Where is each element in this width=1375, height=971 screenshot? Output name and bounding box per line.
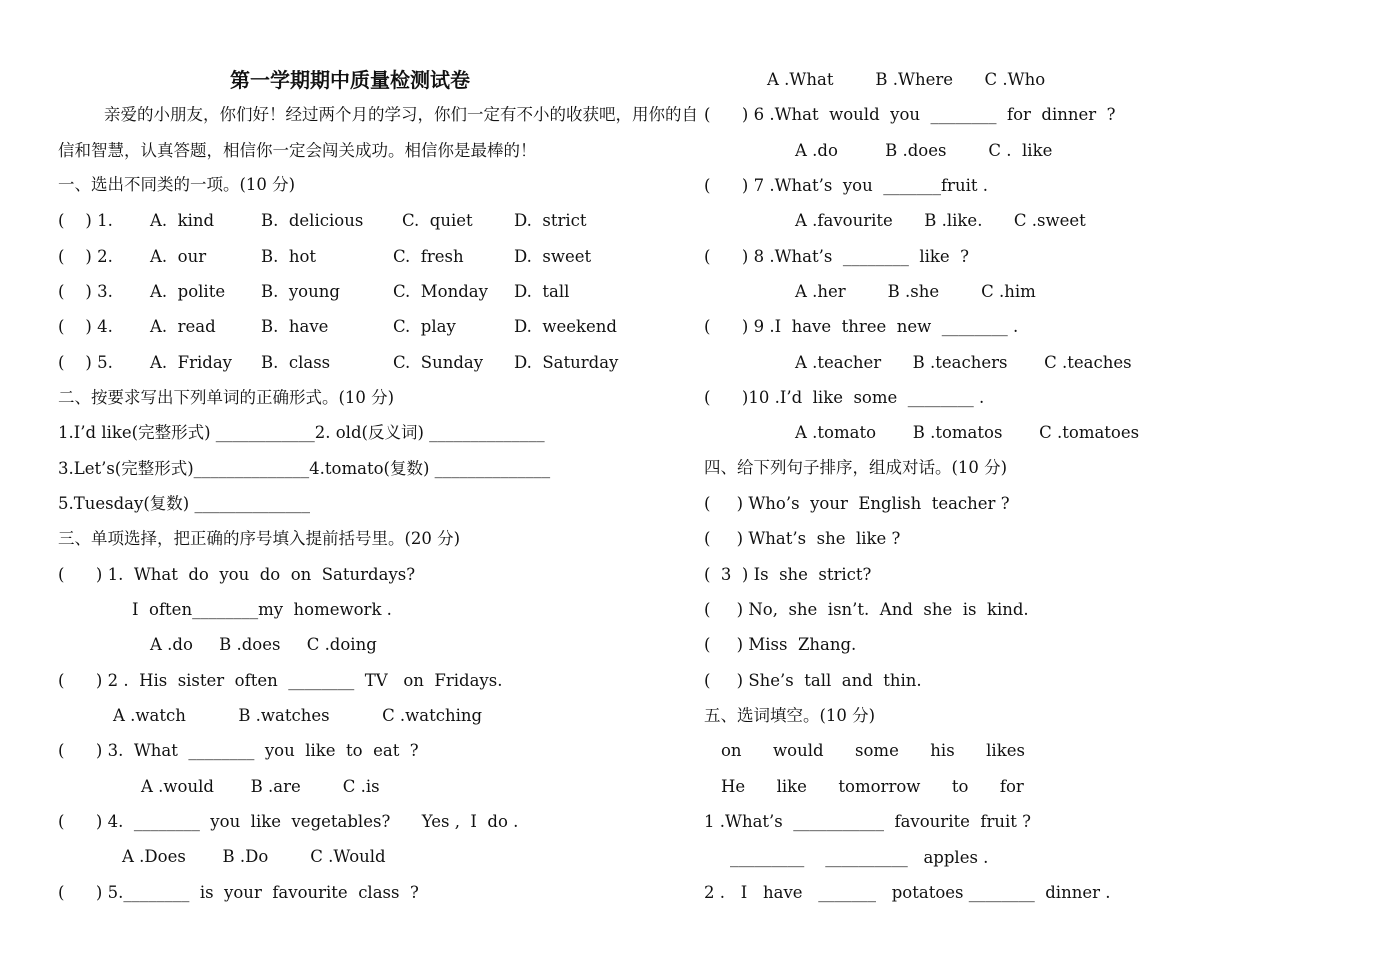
- q1-options: A .do B .does C .doing: [150, 635, 377, 654]
- q3-options: A .would B .are C .is: [141, 777, 380, 796]
- q2: ( ) 2 . His sister often ________ TV on Fridays.: [58, 671, 503, 690]
- q6: ( ) 6 .What would you ________ for dinner ?: [704, 105, 1116, 124]
- fill-sentence-1-line-2: _________ __________ apples .: [730, 848, 989, 867]
- q1: ( ) 1. What do you do on Saturdays?: [58, 565, 416, 584]
- option-b: B. have: [261, 317, 329, 336]
- option-b: B. hot: [261, 247, 317, 266]
- option-d: D. tall: [514, 282, 570, 301]
- word-bank-row-1: on would some his likes: [721, 741, 1025, 760]
- part5-heading: 五、选词填空。(10 分): [704, 706, 876, 725]
- q10-options: A .tomato B .tomatos C .tomatoes: [795, 423, 1140, 442]
- q5-options: A .What B .Where C .Who: [767, 70, 1046, 89]
- fill-sentence-1: 1 .What’s ___________ favourite fruit ?: [704, 812, 1031, 831]
- part2-row-3: 5.Tuesday(复数) ______________: [58, 494, 310, 513]
- part1-heading: 一、选出不同类的一项。(10 分): [58, 175, 296, 194]
- q9-options: A .teacher B .teachers C .teaches: [795, 353, 1132, 372]
- dialogue-line-6: ( ) She’s tall and thin.: [704, 671, 922, 690]
- part2-row-1: 1.I’d like(完整形式) ____________2. old(反义词) ______________: [58, 423, 545, 442]
- option-b: B. class: [261, 353, 331, 372]
- option-c: C. Monday: [393, 282, 488, 301]
- item-prefix: ( ) 4.: [58, 317, 113, 336]
- q9: ( ) 9 .I have three new ________ .: [704, 317, 1019, 336]
- option-c: C. quiet: [402, 211, 473, 230]
- part3-heading: 三、单项选择，把正确的序号填入提前括号里。(20 分): [58, 529, 461, 548]
- option-a: A. read: [150, 317, 216, 336]
- q2-options: A .watch B .watches C .watching: [113, 706, 483, 725]
- part4-heading: 四、给下列句子排序，组成对话。(10 分): [704, 458, 1008, 477]
- q10: ( )10 .I’d like some ________ .: [704, 388, 985, 407]
- part2-row-2: 3.Let’s(完整形式)______________4.tomato(复数) ______________: [58, 459, 551, 478]
- q8-options: A .her B .she C .him: [795, 282, 1036, 301]
- dialogue-line-3: ( 3 ) Is she strict?: [704, 565, 872, 584]
- dialogue-line-1: ( ) Who’s your English teacher ?: [704, 494, 1010, 513]
- dialogue-line-4: ( ) No, she isn’t. And she is kind.: [704, 600, 1029, 619]
- option-c: C. play: [393, 317, 456, 336]
- q1-line-2: I often________my homework .: [132, 600, 392, 619]
- item-prefix: ( ) 2.: [58, 247, 113, 266]
- intro-line-1: 亲爱的小朋友，你们好！经过两个月的学习，你们一定有不小的收获吧，用你的自: [104, 105, 698, 124]
- option-a: A. polite: [150, 282, 226, 301]
- word-bank-row-2: He like tomorrow to for: [721, 777, 1024, 796]
- part2-heading: 二、按要求写出下列单词的正确形式。(10 分): [58, 388, 395, 407]
- option-c: C. fresh: [393, 247, 464, 266]
- page-title: 第一学期期中质量检测试卷: [230, 68, 470, 92]
- option-b: B. delicious: [261, 211, 364, 230]
- option-d: D. weekend: [514, 317, 617, 336]
- option-a: A. our: [150, 247, 207, 266]
- item-prefix: ( ) 3.: [58, 282, 113, 301]
- q6-options: A .do B .does C . like: [795, 141, 1053, 160]
- option-c: C. Sunday: [393, 353, 484, 372]
- option-d: D. Saturday: [514, 353, 619, 372]
- option-b: B. young: [261, 282, 340, 301]
- item-prefix: ( ) 1.: [58, 211, 113, 230]
- q7: ( ) 7 .What’s you _______fruit .: [704, 176, 988, 195]
- q8: ( ) 8 .What’s ________ like ?: [704, 247, 969, 266]
- dialogue-line-5: ( ) Miss Zhang.: [704, 635, 857, 654]
- option-d: D. strict: [514, 211, 587, 230]
- q4: ( ) 4. ________ you like vegetables? Yes , I do .: [58, 812, 519, 831]
- q7-options: A .favourite B .like. C .sweet: [795, 211, 1086, 230]
- q5: ( ) 5.________ is your favourite class ?: [58, 883, 419, 902]
- intro-line-2: 信和智慧，认真答题，相信你一定会闯关成功。相信你是最棒的！: [58, 141, 537, 160]
- option-a: A. Friday: [150, 353, 232, 372]
- item-prefix: ( ) 5.: [58, 353, 113, 372]
- q4-options: A .Does B .Do C .Would: [122, 847, 386, 866]
- option-d: D. sweet: [514, 247, 592, 266]
- fill-sentence-2: 2 . I have _______ potatoes ________ dinner .: [704, 883, 1111, 902]
- option-a: A. kind: [150, 211, 215, 230]
- dialogue-line-2: ( ) What’s she like ?: [704, 529, 901, 548]
- q3: ( ) 3. What ________ you like to eat ?: [58, 741, 419, 760]
